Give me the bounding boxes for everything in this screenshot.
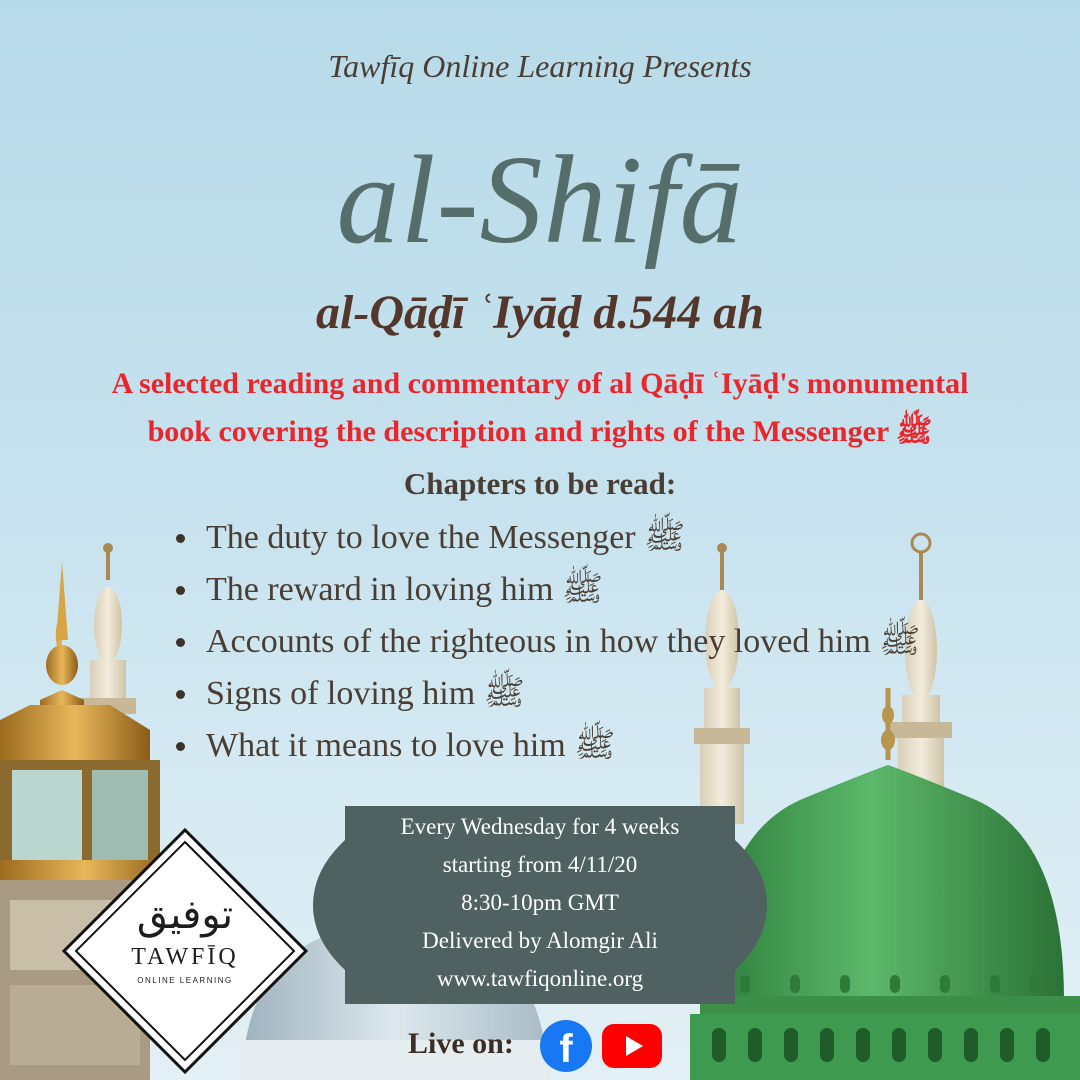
chapter-label: Accounts of the righteous in how they loved him ﷺ xyxy=(206,623,921,660)
facebook-icon[interactable]: f xyxy=(540,1020,592,1072)
chapter-label: What it means to love him ﷺ xyxy=(206,727,616,764)
live-on-label: Live on: xyxy=(408,1027,514,1060)
bullet-icon xyxy=(176,690,185,699)
list-item xyxy=(172,720,920,772)
chapters-list xyxy=(172,512,920,772)
description-line-2: book covering the description and rights of the Messenger ﷺ xyxy=(147,415,933,448)
list-item xyxy=(172,564,920,616)
logo-arabic-text: توفيق xyxy=(136,892,234,938)
description xyxy=(40,360,1040,456)
schedule-info-box xyxy=(313,800,767,1010)
chapter-label: The duty to love the Messenger ﷺ xyxy=(206,519,686,556)
chapters-heading: Chapters to be read: xyxy=(403,466,677,501)
presenter-heading: Tawfīq Online Learning Presents xyxy=(328,48,752,84)
youtube-icon[interactable] xyxy=(602,1024,662,1068)
schedule-text: Every Wednesday for 4 weeks xyxy=(400,814,680,839)
list-item xyxy=(172,668,920,720)
website-link[interactable]: www.tawfiqonline.org xyxy=(436,966,644,991)
logo-tagline: ONLINE LEARNING xyxy=(137,976,233,985)
time-text: 8:30-10pm GMT xyxy=(461,890,619,915)
bullet-icon xyxy=(176,742,185,751)
chapter-label: Signs of loving him ﷺ xyxy=(206,675,525,712)
start-date-text: starting from 4/11/20 xyxy=(442,852,638,877)
bullet-icon xyxy=(176,586,185,595)
page-title: al-Shifā xyxy=(336,131,744,270)
description-line-1: A selected reading and commentary of al Qāḍī ʿIyāḍ's monumental xyxy=(111,367,969,400)
logo-wordmark: TAWFĪQ xyxy=(131,944,239,970)
bullet-icon xyxy=(176,638,185,647)
list-item xyxy=(172,512,920,564)
list-item xyxy=(172,616,920,668)
info-lines xyxy=(313,808,767,998)
presenter-text: Delivered by Alomgir Ali xyxy=(422,928,658,953)
author-line: al-Qāḍī ʿIyāḍ d.544 ah xyxy=(316,286,764,339)
tawfiq-logo xyxy=(60,826,310,1076)
bullet-icon xyxy=(176,534,185,543)
chapter-label: The reward in loving him ﷺ xyxy=(206,571,604,608)
